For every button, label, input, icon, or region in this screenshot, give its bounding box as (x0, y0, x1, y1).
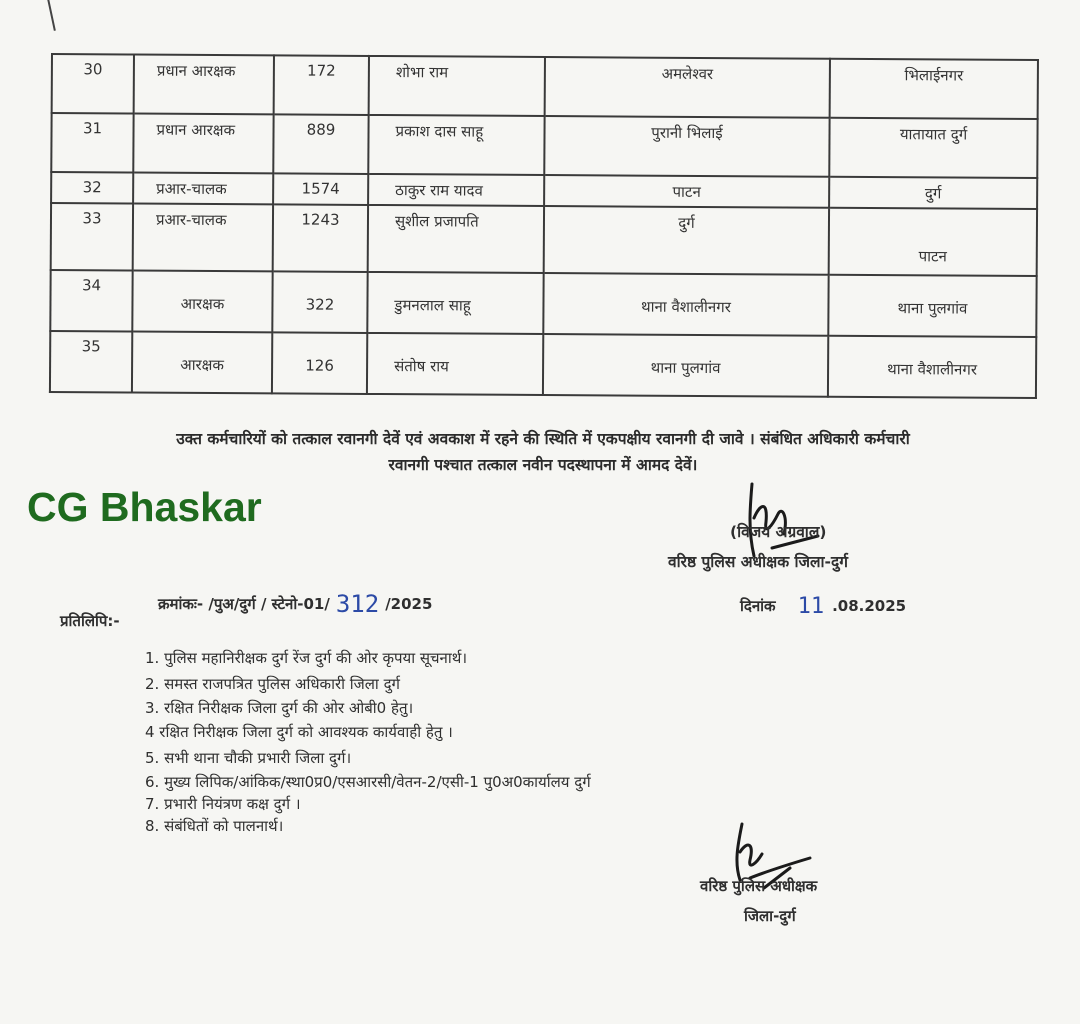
cell-serial: 32 (51, 172, 133, 204)
signatory-name: (विजय अग्रवाल) (730, 523, 827, 541)
signature-block-2 (700, 818, 900, 928)
date (740, 594, 906, 619)
table-row (51, 203, 1037, 276)
cell-designation: प्रधान आरक्षक (134, 55, 274, 115)
cell-designation: प्रधान आरक्षक (133, 114, 273, 174)
date-rest: .08.2025 (832, 597, 907, 615)
cell-designation: आरक्षक (132, 332, 272, 394)
instruction-paragraph (62, 426, 1024, 478)
cell-from: पुरानी भिलाई (544, 116, 829, 177)
list-item: 8. संबंधितों को पालनार्थ। (145, 817, 284, 835)
cell-number: 322 (272, 271, 367, 333)
cell-to: यातायात दुर्ग (829, 118, 1037, 178)
copy-list (145, 645, 591, 837)
instruction-line: उक्त कर्मचारियों को तत्काल रवानगी देवें एवं अवकाश में रहने की स्थिति में एकपक्षीय रवानगी दी जावे । संबंधित अधिकारी कर्मचारी (176, 430, 910, 448)
reference-value: 312 (335, 590, 380, 618)
reference-prefix: क्रमांकः- /पुअ/दुर्ग / स्टेनो-01/ (158, 595, 330, 613)
date-label: दिनांक (740, 597, 776, 615)
cell-name: संतोष राय (367, 333, 543, 395)
cell-designation: प्रआर-चालक (133, 204, 273, 272)
cell-from: अमलेश्वर (545, 57, 830, 118)
cell-name: सुशील प्रजापति (368, 205, 544, 273)
table-row (50, 331, 1036, 398)
date-day: 11 (797, 594, 825, 619)
cell-serial: 30 (52, 54, 134, 113)
list-item: 3. रक्षित निरीक्षक जिला दुर्ग की ओर ओबी0 हेतु। (145, 699, 414, 717)
list-item: 5. सभी थाना चौकी प्रभारी जिला दुर्ग। (145, 749, 352, 767)
cell-serial: 35 (50, 331, 132, 392)
cell-from: थाना वैशालीनगर (543, 273, 828, 336)
cell-number: 126 (272, 332, 367, 394)
list-item: 1. पुलिस महानिरीक्षक दुर्ग रेंज दुर्ग की ओर कृपया सूचनार्थ। (145, 649, 468, 667)
instruction-line: रवानगी पश्चात तत्काल नवीन पदस्थापना में आमद देवें। (388, 456, 698, 474)
list-item: 6. मुख्य लिपिक/आंकिक/स्था0प्र0/एसआरसी/वेतन-2/एसी-1 पु0अ0कार्यालय दुर्ग (145, 773, 591, 791)
list-item: 2. समस्त राजपत्रित पुलिस अधिकारी जिला दुर्ग (145, 675, 400, 693)
table-row (51, 113, 1037, 178)
cell-number: 1574 (273, 173, 368, 205)
list-item: 4 रक्षित निरीक्षक जिला दुर्ग को आवश्यक कार्यवाही हेतु । (145, 723, 453, 741)
cell-name: ठाकुर राम यादव (368, 174, 544, 206)
page-edge-mark (46, 0, 65, 31)
cell-to: पाटन (829, 208, 1037, 276)
cell-from: पाटन (544, 175, 829, 208)
cell-name: शोभा राम (369, 56, 545, 116)
watermark-text: CG Bhaskar (27, 484, 262, 530)
table-row (50, 270, 1036, 337)
cell-number: 1243 (273, 204, 368, 272)
cell-number: 172 (274, 55, 369, 115)
signatory2-title: वरिष्ठ पुलिस अधीक्षक (700, 877, 818, 895)
cell-name: प्रकाश दास साहू (368, 115, 544, 175)
copy-label: प्रतिलिपि:- (60, 612, 120, 630)
reference-number (158, 590, 432, 618)
cell-designation: आरक्षक (132, 271, 272, 333)
cell-to: थाना वैशालीनगर (828, 336, 1036, 398)
cell-designation: प्रआर-चालक (133, 173, 273, 205)
cell-name: डुमनलाल साहू (367, 272, 543, 334)
cell-number: 889 (273, 114, 368, 174)
cell-serial: 33 (51, 203, 133, 270)
transfer-table (49, 53, 1039, 399)
cell-from: दुर्ग (544, 206, 829, 275)
table-row (52, 54, 1038, 119)
cell-to: भिलाईनगर (830, 59, 1038, 119)
reference-suffix: /2025 (385, 595, 433, 613)
cell-serial: 34 (50, 270, 132, 331)
cell-to: दुर्ग (829, 177, 1037, 209)
signatory2-district: जिला-दुर्ग (744, 907, 796, 925)
cell-from: थाना पुलगांव (543, 334, 828, 397)
cell-serial: 31 (51, 113, 133, 172)
signature-block (660, 478, 920, 588)
list-item: 7. प्रभारी नियंत्रण कक्ष दुर्ग । (145, 795, 301, 813)
cell-to: थाना पुलगांव (828, 275, 1036, 337)
signatory-title: वरिष्ठ पुलिस अधीक्षक जिला-दुर्ग (668, 553, 848, 571)
